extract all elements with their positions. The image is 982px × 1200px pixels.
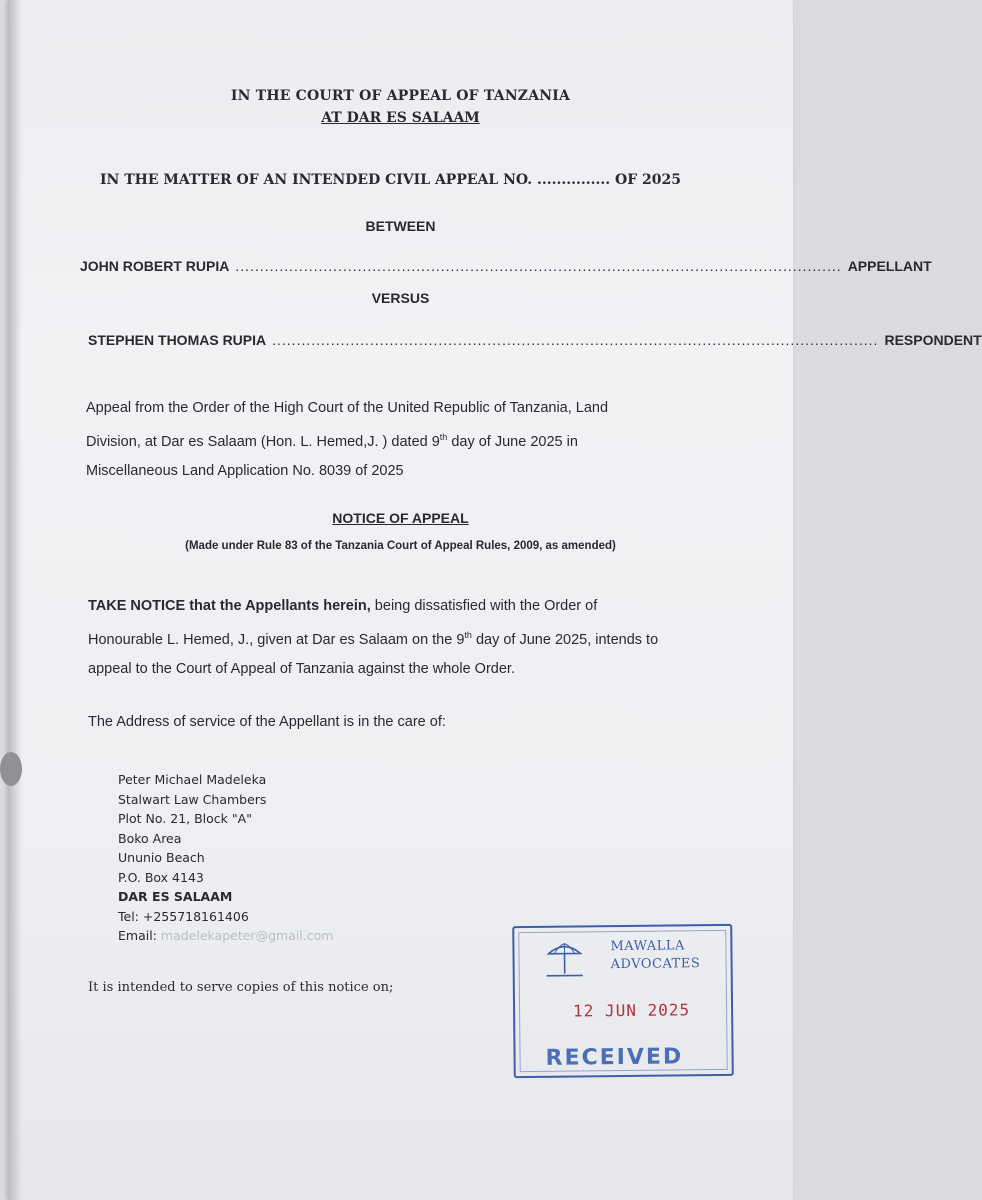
respondent-row (88, 332, 982, 348)
between-label: BETWEEN (365, 218, 436, 234)
address-line: Stalwart Law Chambers (118, 791, 267, 807)
appeal-from-line-3: Miscellaneous Land Application No. 8039 of 2025 (86, 462, 404, 479)
umbrella-logo-icon (542, 937, 586, 981)
notice-paragraph (88, 592, 728, 684)
address-city: DAR ES SALAAM (118, 889, 233, 904)
leader-dots: ............................................................................................................................ (235, 258, 842, 274)
document-page (8, 0, 982, 1200)
service-address (118, 770, 333, 946)
address-line: Peter Michael Madeleka (118, 772, 267, 787)
address-line: P.O. Box 4143 (118, 869, 204, 885)
notice-line-3: appeal to the Court of Appeal of Tanzania against the whole Order. (88, 660, 515, 677)
page-edge-shadow (8, 0, 22, 1200)
email-link[interactable]: madelekapeter@gmail.com (160, 928, 334, 943)
address-line: Plot No. 21, Block "A" (118, 811, 252, 826)
appellant-role: APPELLANT (847, 258, 932, 274)
appeal-from-line-2: Division, at Dar es Salaam (Hon. L. Hemed,J. ) dated 9th day of June 2025 in (86, 432, 578, 450)
serve-copies-line: It is intended to serve copies of this notice on; (88, 980, 394, 995)
court-title: IN THE COURT OF APPEAL OF TANZANIA (230, 88, 571, 104)
notice-line-2: Honourable L. Hemed, J., given at Dar es Salaam on the 9th day of June 2025, intends to (88, 630, 659, 648)
notice-subheading: (Made under Rule 83 of the Tanzania Court of Appeal Rules, 2009, as amended) (185, 540, 616, 552)
appellant-row (80, 258, 932, 274)
matter-line: IN THE MATTER OF AN INTENDED CIVIL APPEAL NO. ............... OF 2025 (100, 172, 681, 188)
received-stamp (512, 924, 734, 1078)
punch-hole (0, 752, 22, 786)
court-place: AT DAR ES SALAAM (321, 110, 480, 126)
stamp-date: 12 JUN 2025 (573, 1000, 691, 1021)
appellant-name: JOHN ROBERT RUPIA (80, 258, 230, 274)
versus-label: VERSUS (371, 290, 430, 306)
address-line: Ununio Beach (118, 850, 205, 865)
appeal-from-paragraph (86, 394, 746, 486)
notice-heading: NOTICE OF APPEAL (332, 510, 469, 526)
stamp-firm-type: ADVOCATES (610, 956, 701, 973)
service-intro: The Address of service of the Appellant is in the care of: (88, 714, 446, 730)
address-email: Email: madelekapeter@gmail.com (118, 928, 334, 943)
stamp-firm-name: MAWALLA (610, 938, 685, 955)
leader-dots: ............................................................................................................................ (272, 332, 879, 348)
address-tel: Tel: +255718161406 (118, 908, 249, 924)
stamp-status: RECEIVED (545, 1044, 684, 1071)
appeal-from-line-1: Appeal from the Order of the High Court of the United Republic of Tanzania, Land (86, 400, 609, 416)
notice-line-1: TAKE NOTICE that the Appellants herein, being dissatisfied with the Order of (88, 598, 598, 614)
respondent-name: STEPHEN THOMAS RUPIA (88, 332, 267, 348)
address-line: Boko Area (118, 830, 182, 846)
respondent-role: RESPONDENT (884, 332, 982, 348)
